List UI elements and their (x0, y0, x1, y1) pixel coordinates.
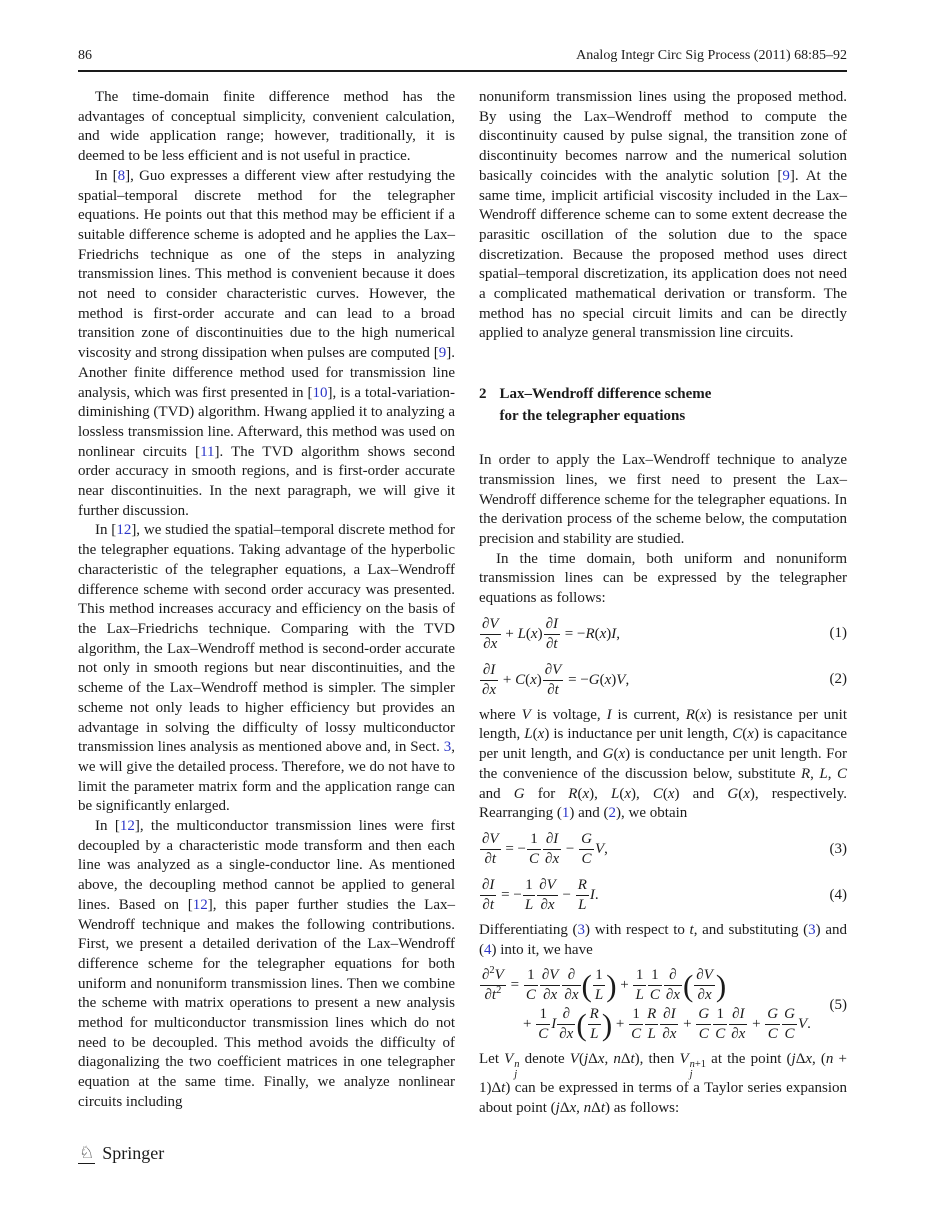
citation-link[interactable]: 12 (116, 522, 132, 539)
fraction: $\frac{1}{C}$ (529, 830, 540, 867)
fraction: $\frac{1}{L}$ (524, 876, 534, 913)
left-column (78, 88, 455, 1119)
fraction: $\frac{\partial V}{\partial t}$ (482, 830, 499, 867)
paragraph: In order to apply the Lax–Wendroff technique to analyze transmission lines, we first need to present the Lax–Wendroff difference scheme for the telegrapher equations. In the derivation process of the scheme below, the computation precision and stability are studied. (479, 452, 847, 547)
fraction: $\frac{1}{C}$ (525, 967, 536, 1004)
citation-link[interactable]: 3 (443, 739, 452, 756)
header-rule (78, 70, 847, 72)
paragraph: In [12], the multiconductor transmission lines were first decoupled by a characteristic mode transform and then each line was analyzed as a single-conductor line. As mentioned above, the decoupling method cannot be applied to general lines. Based on [12], this paper further studies the Lax–Wendroff technique and makes the following contributions. First, we present a detailed derivation of the Lax–Wendroff difference scheme for the telegrapher equations for both uniform and nonuniform transmission lines. Then we combine the scheme with matrix operations to present a new analysis method for multiconductor transmission lines which do not need to be decoupled. This method avoids the difficulty of diagonalizing the two coefficient matrices in one telegrapher equation at the same time. Finally, we analyze nonlinear circuits including (78, 818, 455, 1110)
paragraph: In [12], we studied the spatial–temporal discrete method for the telegrapher equations. Taking advantage of the hyperbolic characteristic of the telegrapher equations, a Lax–Wendroff difference scheme with second order accuracy was presented. This method increases accuracy and efficiency on the basis of the Lax–Friedrichs technique. Comparing with the TVD algorithm, the Lax–Wendroff method is second-order accurate not only in smooth regions but near discontinuities, and the scheme of the Lax–Wendroff method is simpler. The simpler scheme not only leads to higher efficiency but provides an advantage in solving the difficulty of lossy multiconductor transmission lines analysis as mentioned above and, in Sect. 3, we will give the detailed process. Therefore, we do not have to limit the parameter matrix form and the application range can be significantly enlarged. (78, 522, 455, 815)
fraction: $\frac{G}{C}$ (767, 1006, 779, 1043)
fraction: $\frac{\partial I}{\partial x}$ (731, 1006, 746, 1043)
citation-link[interactable]: 10 (312, 384, 328, 401)
fraction: $\frac{1}{C}$ (715, 1006, 726, 1043)
fraction: $\frac{1}{C}$ (631, 1006, 642, 1043)
springer-logo-text: Springer (102, 1143, 165, 1163)
paragraph: where V is voltage, I is current, R(x) is resistance per unit length, L(x) is inductance per unit length, C(x) is capacitance per unit length, and G(x) is conductance per unit length. For the convenience of the discussion below, substitute R, L, C and G for R(x), L(x), C(x) and G(x), respectively. Rearranging (1) and (2), we obtain (479, 706, 848, 822)
publisher-footer (78, 1143, 164, 1164)
fraction: $\frac{\partial I}{\partial t}$ (482, 876, 495, 913)
fraction: $\frac{\partial V}{\partial x}$ (541, 967, 559, 1004)
paragraph: nonuniform transmission lines using the proposed method. By using the Lax–Wendroff method to compute the discontinuity caused by pulse signal, the transition zone of discontinuity becomes narrow and the numerical solution basically coincides with the analytic solution [9]. At the same time, implicit artificial viscosity included in the Lax–Wendroff difference scheme can to some extent decrease the parasitic oscillation of the solution due to the space discretization. Because the proposed method uses direct spatial–temporal discretization, its application does not need a complicated mathematical derivation or transform. The method has no special circuit limits and can be directly applied to analyze general transmission line circuits. (479, 89, 847, 342)
fraction: ∂ ∂x (564, 967, 579, 1004)
fraction: $\frac{G}{C}$ (784, 1006, 795, 1043)
sub-sup-variable: V n j (504, 1051, 520, 1080)
equation-number: (4) (829, 886, 847, 903)
page-header (78, 48, 847, 64)
fraction: ∂ ∂x (665, 967, 680, 1004)
fraction: ∂V ∂x (696, 967, 713, 1004)
paragraph: The time-domain finite difference method has the advantages of conceptual simplicity, convenient calculation, and wide application range; however, traditionally, it is deemed to be less efficient and is not useful in practice. (78, 89, 455, 165)
fraction: $\frac{\partial I}{\partial t}$ (545, 615, 558, 652)
equation: $\frac{\partial I}{\partial t}$ = − $\frac{1}{L}$ $\frac{\partial V}{\partial x}$ − $\frac{R}{L}$ I. (4) (482, 876, 847, 913)
fraction: ∂ ∂x (559, 1006, 574, 1043)
citation-link[interactable]: 8 (117, 167, 126, 184)
article-body (78, 88, 847, 1119)
sub-sup-variable: V n+1 j (679, 1051, 707, 1080)
citation-link[interactable]: 3 (808, 921, 816, 938)
fraction: $\frac{\partial I}{\partial x}$ (545, 830, 560, 867)
citation-link[interactable]: 4 (484, 941, 492, 958)
paragraph: In the time domain, both uniform and nonuniform transmission lines can be expressed by the telegrapher equations as follows: (479, 550, 847, 607)
fraction: $\frac{R}{L}$ (647, 1006, 657, 1043)
paragraph: Differentiating (3) with respect to t, and substituting (3) and (4) into it, we have (479, 921, 848, 958)
equation: $\frac{\partial V}{\partial x}$ + L(x) $\frac{\partial I}{\partial t}$ = −R(x)I, (1) (482, 615, 847, 652)
fraction: R L (589, 1006, 599, 1043)
section-heading (479, 384, 847, 427)
parenthesis-group: ( R L ) (576, 1006, 613, 1043)
right-column (479, 88, 847, 1119)
fraction: 1 L (594, 967, 604, 1004)
citation-link[interactable]: 3 (577, 921, 586, 938)
journal-reference: Analog Integr Circ Sig Process (2011) 68:85–92 (576, 48, 847, 63)
fraction: $\frac{\partial V}{\partial x}$ (539, 876, 556, 913)
citation-link[interactable]: 1 (561, 805, 570, 822)
springer-horse-logo-icon: ♘ (79, 1143, 95, 1163)
equation-number: (1) (829, 625, 847, 642)
fraction: $\frac{1}{C}$ (649, 967, 660, 1004)
fraction: $\frac{\partial I}{\partial x}$ (662, 1006, 677, 1043)
parenthesis-group: ( 1 L ) (581, 967, 617, 1004)
equation: $\frac{\partial^2V}{\partial t^2}$ = $\frac{1}{C}$ $\frac{\partial V}{\partial x}$ ∂ ∂x ( 1 L ) + $\frac{1}{L}$ $\frac{1}{C}$ ∂ ∂x ( ∂V ∂x ) + $\frac{1}{C}$ I ∂ ∂x ( R L ) + $\frac{1}{C}$ $\frac{R}{L}$ $\frac{\partial I}{\partial x}$ + $\frac{G}{C}$ $\frac{1}{C}$ $\frac{\partial I}{\partial x}$ + $\frac{G}{C}$ $\frac{G}{C}$ V. (5) (482, 965, 847, 1043)
fraction: $\frac{1}{L}$ (635, 967, 644, 1004)
fraction: $\frac{R}{L}$ (577, 876, 587, 913)
parenthesis-group: ( ∂V ∂x ) (682, 967, 727, 1004)
equation: $\frac{\partial V}{\partial t}$ = − $\frac{1}{C}$ $\frac{\partial I}{\partial x}$ − $\frac{G}{C}$ V, (3) (482, 830, 847, 867)
equation-number: (2) (829, 671, 847, 688)
fraction: $\frac{1}{C}$ (538, 1006, 549, 1043)
fraction: $\frac{\partial V}{\partial t}$ (544, 661, 562, 698)
page-number: 86 (78, 48, 92, 63)
equation-number: (5) (829, 996, 847, 1013)
citation-link[interactable]: 12 (119, 818, 135, 835)
citation-link[interactable]: 2 (608, 805, 617, 822)
fraction: $\frac{G}{C}$ (698, 1006, 710, 1043)
fraction: $\frac{\partial I}{\partial x}$ (482, 661, 497, 698)
paragraph: Let V n j denote V(jΔx, nΔt), then V n+1 j at the point (jΔx, (n + 1)Δt) can be expressed in terms of a Taylor series expansion about point (jΔx, nΔt) as follows: (479, 1051, 848, 1117)
equation-number: (3) (829, 840, 847, 857)
citation-link[interactable]: 12 (192, 896, 208, 913)
fraction: $\frac{G}{C}$ (581, 830, 592, 867)
section-title: Lax–Wendroff difference scheme for the telegrapher equations (499, 386, 712, 424)
citation-link[interactable]: 9 (438, 345, 447, 362)
section-number: 2 (479, 386, 487, 403)
fraction: $\frac{\partial^2V}{\partial t^2}$ (482, 965, 504, 1004)
paragraph: In [8], Guo expresses a different view after restudying the spatial–temporal discrete method for the telegrapher equations. He points out that this method may be efficient if a suitable difference scheme is adopted and he applies the Lax–Friedrichs technique as one of the steps in analyzing transmission lines. This method is convenient because it does not need to consider characteristic curves. However, the method is first-order accurate and can lead to a broad transition zone of discontinuities due to the high numerical viscosity and strong dissipation when pulses are computed [9]. Another finite difference method used for transmission line analysis, which was first presented in [10], is a total-variation-diminishing (TVD) algorithm. Hwang applied it to analyzing a lossless transmission line. Afterward, this method was used on nonlinear circuits [11]. The TVD algorithm shows second order accuracy in smooth regions, and is first-order accurate near discontinuities. In the next paragraph, we will give it further discussion. (78, 167, 456, 519)
equation: $\frac{\partial I}{\partial x}$ + C(x) $\frac{\partial V}{\partial t}$ = −G(x)V, (2) (482, 661, 847, 698)
fraction: $\frac{\partial V}{\partial x}$ (482, 615, 499, 652)
citation-link[interactable]: 11 (200, 443, 215, 460)
citation-link[interactable]: 9 (782, 167, 790, 184)
